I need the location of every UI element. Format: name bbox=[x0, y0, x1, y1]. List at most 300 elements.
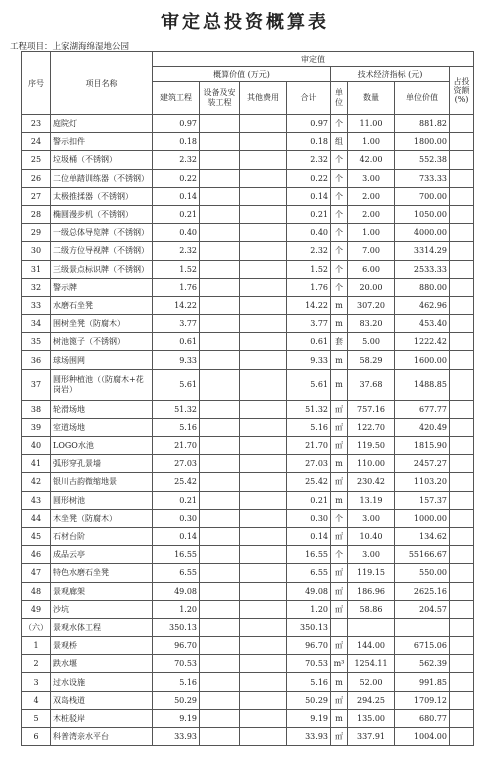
row-total: 9.33 bbox=[287, 351, 331, 369]
row-other bbox=[240, 691, 287, 709]
row-share bbox=[450, 115, 474, 133]
row-unit: ㎡ bbox=[331, 637, 348, 655]
row-name: 跌水堰 bbox=[51, 655, 153, 673]
row-building: 1.20 bbox=[153, 600, 200, 618]
table-row bbox=[22, 242, 474, 260]
row-total: 0.40 bbox=[287, 224, 331, 242]
row-name: 弧形穿孔景墙 bbox=[51, 455, 153, 473]
row-unit: 个 bbox=[331, 260, 348, 278]
row-unit: ㎡ bbox=[331, 691, 348, 709]
row-qty: 110.00 bbox=[348, 455, 395, 473]
row-name: 警示扣件 bbox=[51, 133, 153, 151]
table-row bbox=[22, 546, 474, 564]
row-unit-price: 881.82 bbox=[395, 115, 450, 133]
row-unit: 个 bbox=[331, 115, 348, 133]
row-qty: 20.00 bbox=[348, 278, 395, 296]
row-equipment bbox=[200, 564, 240, 582]
row-unit: ㎡ bbox=[331, 728, 348, 746]
row-share bbox=[450, 455, 474, 473]
row-building: 96.70 bbox=[153, 637, 200, 655]
row-number: 2 bbox=[22, 655, 51, 673]
row-total: 49.08 bbox=[287, 582, 331, 600]
row-building: 0.30 bbox=[153, 509, 200, 527]
row-equipment bbox=[200, 315, 240, 333]
row-building: 6.55 bbox=[153, 564, 200, 582]
row-name: 过水设施 bbox=[51, 673, 153, 691]
header-approved: 审定值 bbox=[153, 52, 474, 67]
table-row bbox=[22, 691, 474, 709]
table-row bbox=[22, 333, 474, 351]
row-other bbox=[240, 115, 287, 133]
row-total: 33.93 bbox=[287, 728, 331, 746]
row-building: 5.16 bbox=[153, 673, 200, 691]
table-row bbox=[22, 437, 474, 455]
row-equipment bbox=[200, 637, 240, 655]
row-qty: 83.20 bbox=[348, 315, 395, 333]
row-building: 2.32 bbox=[153, 242, 200, 260]
row-unit-price: 1000.00 bbox=[395, 509, 450, 527]
row-unit: ㎡ bbox=[331, 564, 348, 582]
row-name: 水磨石坐凳 bbox=[51, 296, 153, 314]
row-other bbox=[240, 278, 287, 296]
row-unit-price: 204.57 bbox=[395, 600, 450, 618]
header-qty: 数量 bbox=[348, 82, 395, 115]
row-qty: 52.00 bbox=[348, 673, 395, 691]
row-other bbox=[240, 437, 287, 455]
row-unit-price: 453.40 bbox=[395, 315, 450, 333]
row-unit: m bbox=[331, 351, 348, 369]
row-number: 33 bbox=[22, 296, 51, 314]
row-unit: 个 bbox=[331, 187, 348, 205]
row-building: 27.03 bbox=[153, 455, 200, 473]
row-qty: 337.91 bbox=[348, 728, 395, 746]
row-building: 0.18 bbox=[153, 133, 200, 151]
row-unit-price: 3314.29 bbox=[395, 242, 450, 260]
row-share bbox=[450, 296, 474, 314]
row-name: 成品云亭 bbox=[51, 546, 153, 564]
row-name: 太极推揉器（不锈钢） bbox=[51, 187, 153, 205]
row-equipment bbox=[200, 600, 240, 618]
row-equipment bbox=[200, 278, 240, 296]
row-number: （六） bbox=[22, 618, 51, 636]
row-unit-price: 462.96 bbox=[395, 296, 450, 314]
row-unit-price: 733.33 bbox=[395, 169, 450, 187]
row-unit-price: 550.00 bbox=[395, 564, 450, 582]
row-name: 石材台阶 bbox=[51, 527, 153, 545]
row-building: 350.13 bbox=[153, 618, 200, 636]
row-equipment bbox=[200, 728, 240, 746]
row-share bbox=[450, 151, 474, 169]
row-other bbox=[240, 509, 287, 527]
row-equipment bbox=[200, 151, 240, 169]
table-row bbox=[22, 296, 474, 314]
row-equipment bbox=[200, 655, 240, 673]
row-total: 21.70 bbox=[287, 437, 331, 455]
table-row bbox=[22, 600, 474, 618]
row-share bbox=[450, 133, 474, 151]
row-qty: 307.20 bbox=[348, 296, 395, 314]
row-unit: m bbox=[331, 673, 348, 691]
row-name: 景观水体工程 bbox=[51, 618, 153, 636]
row-equipment bbox=[200, 351, 240, 369]
row-total: 5.16 bbox=[287, 673, 331, 691]
row-unit-price: 157.37 bbox=[395, 491, 450, 509]
page-title: 审定总投资概算表 bbox=[161, 12, 329, 33]
row-name: 圆形树池 bbox=[51, 491, 153, 509]
row-qty: 144.00 bbox=[348, 637, 395, 655]
row-other bbox=[240, 187, 287, 205]
row-other bbox=[240, 618, 287, 636]
row-qty: 2.00 bbox=[348, 205, 395, 223]
row-qty: 7.00 bbox=[348, 242, 395, 260]
row-equipment bbox=[200, 491, 240, 509]
row-qty: 119.15 bbox=[348, 564, 395, 582]
row-share bbox=[450, 546, 474, 564]
row-unit: 个 bbox=[331, 205, 348, 223]
row-unit-price: 680.77 bbox=[395, 709, 450, 727]
row-total: 350.13 bbox=[287, 618, 331, 636]
table-row bbox=[22, 618, 474, 636]
row-qty: 58.86 bbox=[348, 600, 395, 618]
table-row bbox=[22, 418, 474, 436]
row-total: 70.53 bbox=[287, 655, 331, 673]
row-qty: 3.00 bbox=[348, 509, 395, 527]
project-line: 工程项目：上家湖海绵湿地公园 bbox=[10, 42, 130, 52]
row-number: 5 bbox=[22, 709, 51, 727]
row-unit-price: 4000.00 bbox=[395, 224, 450, 242]
row-number: 38 bbox=[22, 400, 51, 418]
row-total: 0.61 bbox=[287, 333, 331, 351]
row-unit-price: 1103.20 bbox=[395, 473, 450, 491]
row-number: 35 bbox=[22, 333, 51, 351]
row-share bbox=[450, 473, 474, 491]
row-building: 1.52 bbox=[153, 260, 200, 278]
row-share bbox=[450, 600, 474, 618]
row-other bbox=[240, 333, 287, 351]
row-other bbox=[240, 728, 287, 746]
header-tech-group: 技术经济指标 (元) bbox=[331, 67, 450, 82]
row-share bbox=[450, 205, 474, 223]
row-share bbox=[450, 728, 474, 746]
row-equipment bbox=[200, 260, 240, 278]
row-number: 47 bbox=[22, 564, 51, 582]
row-total: 0.30 bbox=[287, 509, 331, 527]
row-name: 室道场地 bbox=[51, 418, 153, 436]
row-name: 圆形种植池（（防腐木+花岗岩） bbox=[51, 369, 153, 400]
row-number: 29 bbox=[22, 224, 51, 242]
row-number: 27 bbox=[22, 187, 51, 205]
row-share bbox=[450, 691, 474, 709]
row-total: 0.97 bbox=[287, 115, 331, 133]
estimate-table bbox=[21, 51, 474, 746]
row-other bbox=[240, 491, 287, 509]
row-unit-price: 991.85 bbox=[395, 673, 450, 691]
row-number: 31 bbox=[22, 260, 51, 278]
row-qty: 1254.11 bbox=[348, 655, 395, 673]
row-equipment bbox=[200, 527, 240, 545]
row-unit-price: 1600.00 bbox=[395, 351, 450, 369]
row-name: 木桩驳岸 bbox=[51, 709, 153, 727]
row-number: 42 bbox=[22, 473, 51, 491]
header-equipment: 设备及安装工程 bbox=[200, 82, 240, 115]
row-building: 0.21 bbox=[153, 205, 200, 223]
row-unit-price: 880.00 bbox=[395, 278, 450, 296]
row-qty: 11.00 bbox=[348, 115, 395, 133]
row-number: 49 bbox=[22, 600, 51, 618]
row-unit bbox=[331, 618, 348, 636]
row-unit: m bbox=[331, 491, 348, 509]
row-share bbox=[450, 278, 474, 296]
row-other bbox=[240, 400, 287, 418]
row-unit-price: 562.39 bbox=[395, 655, 450, 673]
row-building: 2.32 bbox=[153, 151, 200, 169]
row-total: 0.14 bbox=[287, 187, 331, 205]
table-row bbox=[22, 637, 474, 655]
row-other bbox=[240, 133, 287, 151]
row-other bbox=[240, 224, 287, 242]
row-share bbox=[450, 400, 474, 418]
row-equipment bbox=[200, 369, 240, 400]
table-row bbox=[22, 582, 474, 600]
row-name: 警示牌 bbox=[51, 278, 153, 296]
row-building: 14.22 bbox=[153, 296, 200, 314]
row-name: 双岛栈道 bbox=[51, 691, 153, 709]
table-row bbox=[22, 133, 474, 151]
table-row bbox=[22, 455, 474, 473]
row-number: 34 bbox=[22, 315, 51, 333]
row-building: 16.55 bbox=[153, 546, 200, 564]
row-equipment bbox=[200, 400, 240, 418]
row-other bbox=[240, 151, 287, 169]
row-total: 2.32 bbox=[287, 242, 331, 260]
row-unit-price: 1004.00 bbox=[395, 728, 450, 746]
row-total: 25.42 bbox=[287, 473, 331, 491]
row-unit-price: 1488.85 bbox=[395, 369, 450, 400]
row-equipment bbox=[200, 242, 240, 260]
row-unit-price: 700.00 bbox=[395, 187, 450, 205]
row-name: 科普湾亲水平台 bbox=[51, 728, 153, 746]
row-unit-price: 677.77 bbox=[395, 400, 450, 418]
row-other bbox=[240, 455, 287, 473]
row-unit: m bbox=[331, 369, 348, 400]
header-unit: 单位 bbox=[331, 82, 348, 115]
row-qty: 135.00 bbox=[348, 709, 395, 727]
row-qty: 119.50 bbox=[348, 437, 395, 455]
row-qty: 230.42 bbox=[348, 473, 395, 491]
row-building: 25.42 bbox=[153, 473, 200, 491]
table-row bbox=[22, 169, 474, 187]
row-share bbox=[450, 169, 474, 187]
row-name: 一级总体导览牌（不锈钢） bbox=[51, 224, 153, 242]
row-unit-price: 2625.16 bbox=[395, 582, 450, 600]
row-share bbox=[450, 655, 474, 673]
row-share bbox=[450, 315, 474, 333]
row-share bbox=[450, 351, 474, 369]
row-building: 0.40 bbox=[153, 224, 200, 242]
row-name: 椭圆漫步机（不锈钢） bbox=[51, 205, 153, 223]
row-other bbox=[240, 673, 287, 691]
row-other bbox=[240, 296, 287, 314]
row-total: 0.21 bbox=[287, 205, 331, 223]
row-total: 0.21 bbox=[287, 491, 331, 509]
row-equipment bbox=[200, 473, 240, 491]
row-number: 37 bbox=[22, 369, 51, 400]
row-other bbox=[240, 351, 287, 369]
row-other bbox=[240, 709, 287, 727]
row-unit-price: 1222.42 bbox=[395, 333, 450, 351]
row-unit-price: 1050.00 bbox=[395, 205, 450, 223]
row-total: 27.03 bbox=[287, 455, 331, 473]
row-qty: 1.00 bbox=[348, 133, 395, 151]
row-other bbox=[240, 582, 287, 600]
row-name: 轮滑场地 bbox=[51, 400, 153, 418]
header-unit-price: 单位价值 bbox=[395, 82, 450, 115]
row-building: 1.76 bbox=[153, 278, 200, 296]
table-row bbox=[22, 260, 474, 278]
row-share bbox=[450, 333, 474, 351]
row-unit-price: 1815.90 bbox=[395, 437, 450, 455]
row-number: 40 bbox=[22, 437, 51, 455]
row-qty: 5.00 bbox=[348, 333, 395, 351]
row-share bbox=[450, 564, 474, 582]
table-row bbox=[22, 315, 474, 333]
row-name: LOGO水池 bbox=[51, 437, 153, 455]
row-total: 1.76 bbox=[287, 278, 331, 296]
table-row bbox=[22, 491, 474, 509]
row-unit: ㎡ bbox=[331, 600, 348, 618]
row-equipment bbox=[200, 455, 240, 473]
table-row bbox=[22, 709, 474, 727]
row-share bbox=[450, 491, 474, 509]
row-other bbox=[240, 546, 287, 564]
row-building: 5.16 bbox=[153, 418, 200, 436]
row-unit-price bbox=[395, 618, 450, 636]
row-building: 70.53 bbox=[153, 655, 200, 673]
row-total: 3.77 bbox=[287, 315, 331, 333]
row-building: 50.29 bbox=[153, 691, 200, 709]
row-unit-price: 2457.27 bbox=[395, 455, 450, 473]
row-qty bbox=[348, 618, 395, 636]
row-qty: 3.00 bbox=[348, 169, 395, 187]
table-row bbox=[22, 351, 474, 369]
row-number: 28 bbox=[22, 205, 51, 223]
row-total: 51.32 bbox=[287, 400, 331, 418]
row-share bbox=[450, 187, 474, 205]
row-unit-price: 6715.06 bbox=[395, 637, 450, 655]
row-unit: 套 bbox=[331, 333, 348, 351]
row-name: 垃圾桶（不锈钢） bbox=[51, 151, 153, 169]
row-name: 景观廊架 bbox=[51, 582, 153, 600]
table-row bbox=[22, 205, 474, 223]
row-building: 0.14 bbox=[153, 527, 200, 545]
row-qty: 3.00 bbox=[348, 546, 395, 564]
row-unit-price: 55166.67 bbox=[395, 546, 450, 564]
row-building: 3.77 bbox=[153, 315, 200, 333]
row-share bbox=[450, 369, 474, 400]
row-share bbox=[450, 418, 474, 436]
table-row bbox=[22, 278, 474, 296]
row-total: 1.52 bbox=[287, 260, 331, 278]
table-row bbox=[22, 728, 474, 746]
row-qty: 294.25 bbox=[348, 691, 395, 709]
row-building: 49.08 bbox=[153, 582, 200, 600]
row-equipment bbox=[200, 115, 240, 133]
row-total: 5.61 bbox=[287, 369, 331, 400]
row-unit-price: 420.49 bbox=[395, 418, 450, 436]
row-unit: ㎡ bbox=[331, 527, 348, 545]
row-qty: 37.68 bbox=[348, 369, 395, 400]
row-share bbox=[450, 260, 474, 278]
row-total: 6.55 bbox=[287, 564, 331, 582]
row-total: 0.14 bbox=[287, 527, 331, 545]
row-qty: 58.29 bbox=[348, 351, 395, 369]
table-row bbox=[22, 400, 474, 418]
row-other bbox=[240, 418, 287, 436]
row-unit: 个 bbox=[331, 546, 348, 564]
row-other bbox=[240, 637, 287, 655]
row-unit: m³ bbox=[331, 655, 348, 673]
row-equipment bbox=[200, 169, 240, 187]
row-unit: 个 bbox=[331, 509, 348, 527]
row-total: 96.70 bbox=[287, 637, 331, 655]
row-share bbox=[450, 224, 474, 242]
header-seq: 序号 bbox=[22, 52, 51, 115]
row-equipment bbox=[200, 582, 240, 600]
table-row bbox=[22, 187, 474, 205]
row-unit: 个 bbox=[331, 224, 348, 242]
row-unit-price: 134.62 bbox=[395, 527, 450, 545]
row-unit: ㎡ bbox=[331, 473, 348, 491]
row-total: 5.16 bbox=[287, 418, 331, 436]
header-share: 占投资额 (%) bbox=[450, 67, 474, 115]
row-building: 0.97 bbox=[153, 115, 200, 133]
row-share bbox=[450, 637, 474, 655]
table-row bbox=[22, 564, 474, 582]
row-number: 45 bbox=[22, 527, 51, 545]
row-other bbox=[240, 169, 287, 187]
row-name: 三级景点标识牌（不锈钢） bbox=[51, 260, 153, 278]
row-unit-price: 552.38 bbox=[395, 151, 450, 169]
row-equipment bbox=[200, 709, 240, 727]
row-building: 21.70 bbox=[153, 437, 200, 455]
table-row bbox=[22, 473, 474, 491]
row-number: 46 bbox=[22, 546, 51, 564]
row-number: 6 bbox=[22, 728, 51, 746]
table-row bbox=[22, 115, 474, 133]
row-unit: ㎡ bbox=[331, 418, 348, 436]
row-total: 1.20 bbox=[287, 600, 331, 618]
row-number: 43 bbox=[22, 491, 51, 509]
row-unit-price: 1800.00 bbox=[395, 133, 450, 151]
row-qty: 13.19 bbox=[348, 491, 395, 509]
table-row bbox=[22, 527, 474, 545]
row-qty: 1.00 bbox=[348, 224, 395, 242]
row-equipment bbox=[200, 133, 240, 151]
row-number: 30 bbox=[22, 242, 51, 260]
row-unit-price: 1709.12 bbox=[395, 691, 450, 709]
row-number: 23 bbox=[22, 115, 51, 133]
row-equipment bbox=[200, 187, 240, 205]
table-row bbox=[22, 369, 474, 400]
row-unit: 个 bbox=[331, 169, 348, 187]
row-total: 9.19 bbox=[287, 709, 331, 727]
row-number: 32 bbox=[22, 278, 51, 296]
header-name: 项目名称 bbox=[51, 52, 153, 115]
row-qty: 42.00 bbox=[348, 151, 395, 169]
row-number: 39 bbox=[22, 418, 51, 436]
row-unit: 个 bbox=[331, 278, 348, 296]
row-qty: 122.70 bbox=[348, 418, 395, 436]
